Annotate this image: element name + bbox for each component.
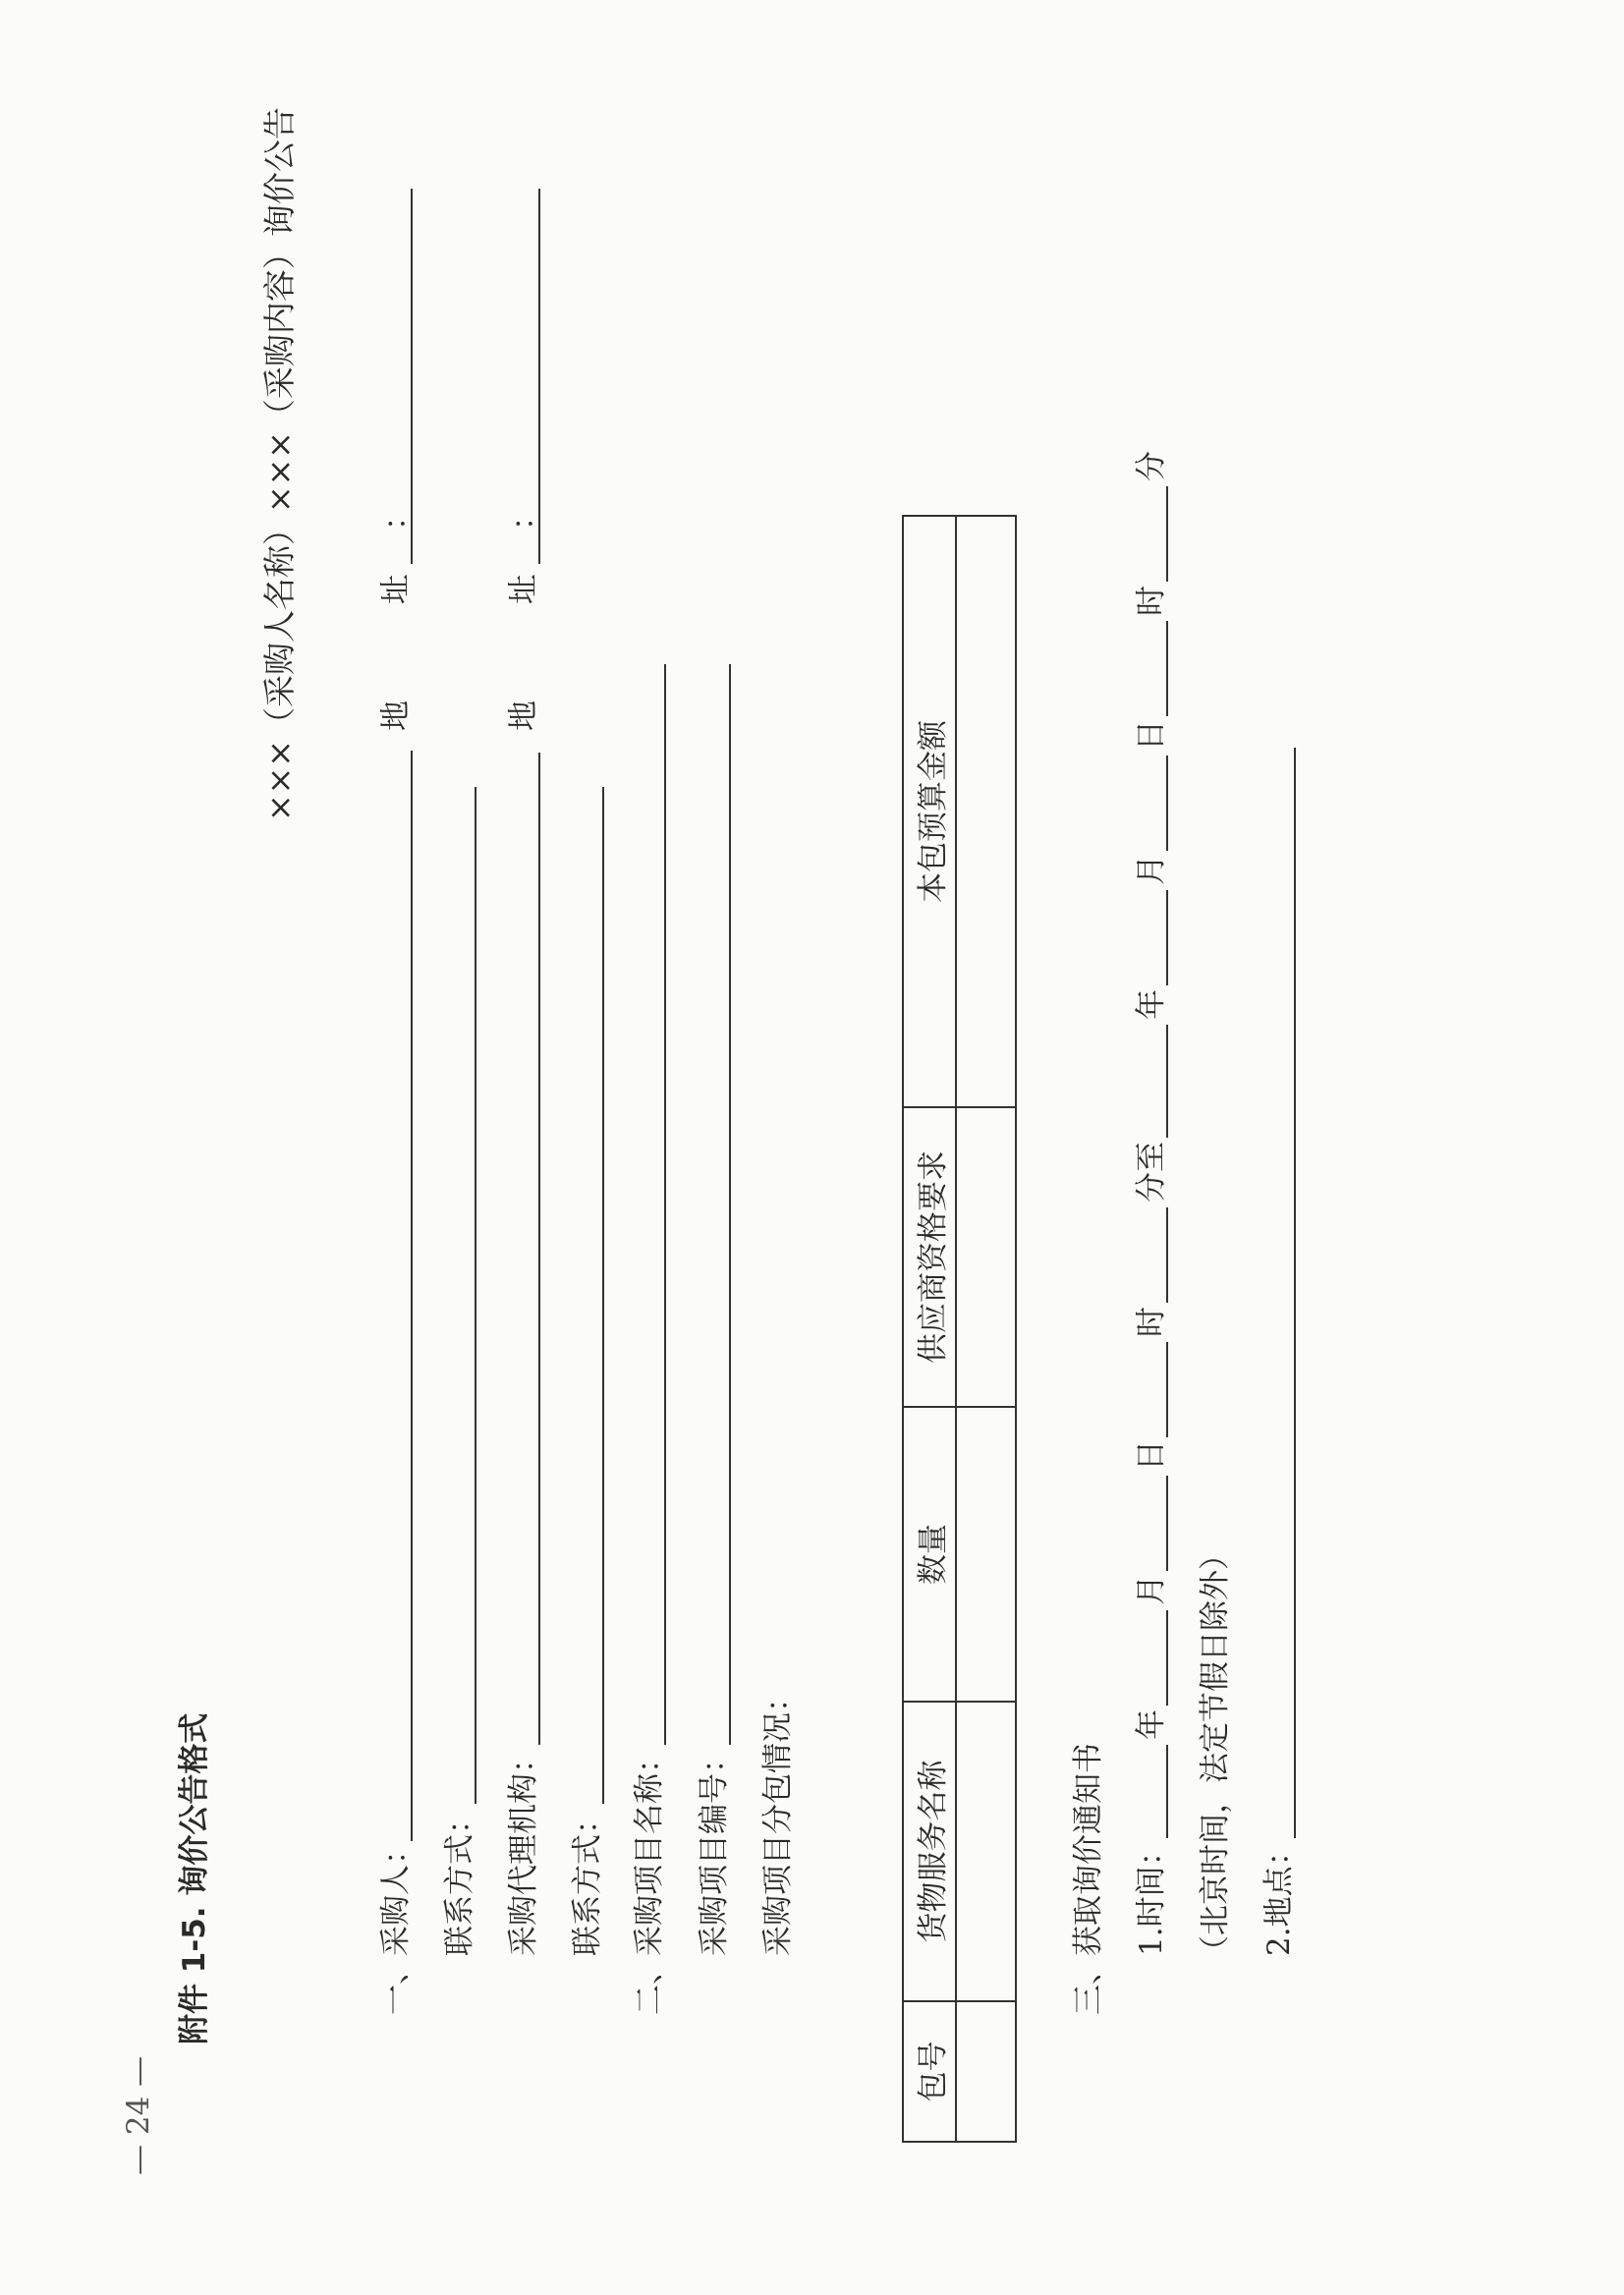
project-no-blank[interactable] (729, 664, 731, 1745)
start-hour-blank[interactable] (1166, 1342, 1168, 1437)
section-3-heading: 获取询价通知书 (1071, 1743, 1106, 1956)
start-day-unit: 日 (1134, 1440, 1169, 1471)
end-day-blank[interactable] (1166, 756, 1168, 851)
start-year-blank[interactable] (1166, 1745, 1168, 1838)
address-label-1: 地 址： (378, 457, 414, 731)
table-cell[interactable] (956, 516, 1016, 1107)
project-no-label: 采购项目编号： (697, 1743, 732, 1956)
header-goods-service-name: 货物服务名称 (903, 1702, 956, 2001)
end-month-blank[interactable] (1166, 890, 1168, 985)
end-year-blank[interactable] (1166, 1025, 1168, 1138)
project-name-label: 采购项目名称： (632, 1743, 667, 1956)
place-label: 2.地点： (1261, 1835, 1297, 1956)
table-cell[interactable] (956, 1107, 1016, 1407)
project-name-blank[interactable] (664, 664, 666, 1745)
start-month-blank[interactable] (1166, 1610, 1168, 1706)
end-minute-blank[interactable] (1166, 486, 1168, 582)
end-day-unit: 日 (1134, 720, 1169, 751)
contact-2-blank[interactable] (602, 787, 604, 1804)
place-blank[interactable] (1294, 748, 1296, 1838)
table-cell[interactable] (956, 1407, 1016, 1702)
contact-1-blank[interactable] (475, 787, 476, 1804)
end-hour-unit: 时 (1134, 586, 1169, 616)
header-supplier-qualification: 供应商资格要求 (903, 1107, 956, 1407)
page-number: — 24 — (121, 2055, 156, 2175)
purchaser-blank[interactable] (411, 751, 413, 1841)
package-label: 采购项目分包情况： (760, 1682, 796, 1956)
start-day-blank[interactable] (1166, 1476, 1168, 1571)
package-table (902, 515, 1017, 2143)
section-2-number: 二、 (632, 1954, 667, 2015)
contact-1-label: 联系方式： (442, 1804, 477, 1956)
header-package-no: 包号 (903, 2001, 956, 2142)
start-year-unit: 年 (1134, 1709, 1169, 1740)
table-cell[interactable] (956, 1702, 1016, 2001)
end-year-unit: 年 (1134, 989, 1169, 1020)
time-label: 1.时间： (1134, 1835, 1169, 1956)
address-blank-2[interactable] (538, 189, 540, 564)
table-cell[interactable] (956, 2001, 1016, 2142)
section-1-number: 一、 (378, 1954, 414, 2015)
header-package-budget: 本包预算金额 (903, 516, 956, 1107)
table-row (956, 516, 1016, 2142)
start-month-unit: 月 (1134, 1575, 1169, 1605)
section-3-number: 三、 (1071, 1954, 1106, 2015)
purchaser-label: 采购人： (378, 1834, 414, 1956)
agency-blank[interactable] (538, 753, 540, 1745)
address-label-2: 地 址： (506, 457, 541, 731)
start-hour-unit: 时 (1134, 1307, 1169, 1337)
end-month-unit: 月 (1134, 855, 1169, 885)
beijing-time-note: （北京时间，法定节假日除外） (1198, 1539, 1233, 1966)
end-hour-blank[interactable] (1166, 621, 1168, 716)
contact-2-label: 联系方式： (570, 1804, 605, 1956)
notice-title: ×××（采购人名称）×××（采购内容）询价公告 (260, 107, 299, 821)
end-minute-unit: 分 (1134, 451, 1169, 481)
start-minute-to: 分至 (1134, 1142, 1169, 1203)
header-quantity: 数量 (903, 1407, 956, 1702)
agency-label: 采购代理机构： (506, 1743, 541, 1956)
attachment-title: 附件 1-5. 询价公告格式 (177, 1712, 212, 2044)
address-blank-1[interactable] (411, 189, 413, 564)
start-minute-blank[interactable] (1166, 1207, 1168, 1303)
